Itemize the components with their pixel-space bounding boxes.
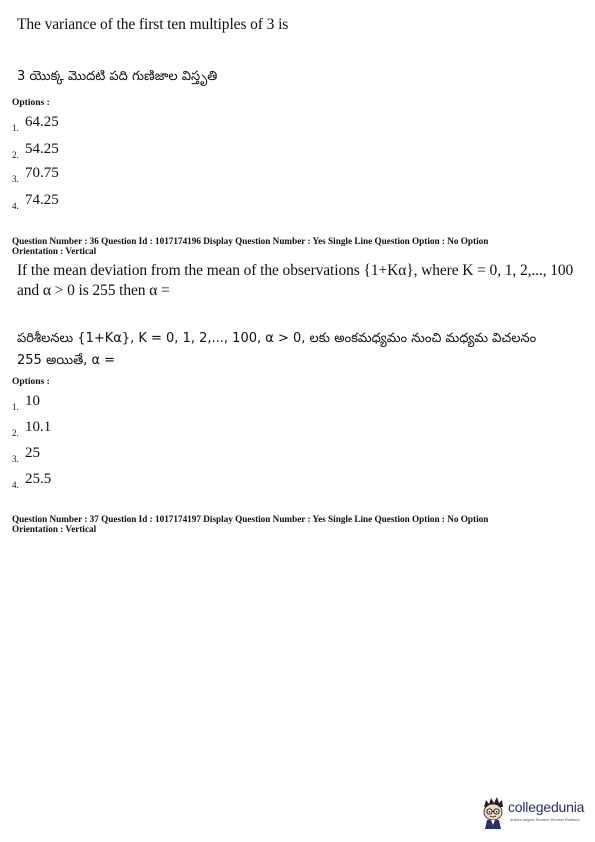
question-meta — [12, 514, 488, 534]
option-number: 1. — [12, 402, 19, 412]
option-value: 25 — [25, 445, 40, 461]
question-meta — [12, 236, 488, 256]
mascot-icon — [480, 796, 506, 830]
telugu-line-2: 255 అయితే, α = — [17, 353, 116, 368]
collegedunia-logo — [480, 796, 590, 832]
option-number: 4. — [12, 201, 19, 211]
logo-tagline: India's largest Student Review Platform — [510, 817, 580, 822]
options-label: Options : — [12, 377, 50, 387]
option-number: 3. — [12, 454, 19, 464]
option-value: 10.1 — [25, 419, 52, 435]
question-text: The variance of the first ten multiples of 3 is — [17, 16, 289, 33]
option-number: 1. — [12, 123, 19, 133]
options-label: Options : — [12, 98, 50, 108]
question-text-telugu: 3 యొక్క మొదటి పది గుణిజాల విస్తృతి — [17, 69, 218, 84]
question-text — [17, 261, 573, 301]
question-meta-line: Question Number : 36 Question Id : 1017174196 Display Question Number : Yes Single Line Question Option : No Option — [12, 236, 489, 246]
option-number: 4. — [12, 480, 19, 490]
option-number: 2. — [12, 150, 19, 160]
option-value: 10 — [25, 393, 40, 409]
option-value: 64.25 — [25, 114, 59, 130]
logo-wordmark: collegedunia — [508, 799, 585, 815]
telugu-line-1: పరిశీలనలు {1+Kα}, K = 0, 1, 2,..., 100, α > 0, లకు అంకమధ్యమం నుంచి మధ్యమ విచలనం — [17, 331, 537, 346]
question-meta-line: Question Number : 37 Question Id : 1017174197 Display Question Number : Yes Single Line Question Option : No Option — [12, 514, 489, 524]
option-number: 2. — [12, 428, 19, 438]
option-value: 74.25 — [25, 192, 59, 208]
orientation-line: Orientation : Vertical — [12, 524, 97, 534]
option-value: 70.75 — [25, 165, 59, 181]
question-text-telugu — [17, 328, 536, 372]
orientation-line: Orientation : Vertical — [12, 246, 97, 256]
option-number: 3. — [12, 174, 19, 184]
option-value: 54.25 — [25, 141, 59, 157]
question-line-2: and α > 0 is 255 then α = — [17, 282, 170, 299]
question-line-1: If the mean deviation from the mean of the observations {1+Kα}, where K = 0, 1, 2,..., 100 — [17, 262, 574, 279]
option-value: 25.5 — [25, 471, 52, 487]
